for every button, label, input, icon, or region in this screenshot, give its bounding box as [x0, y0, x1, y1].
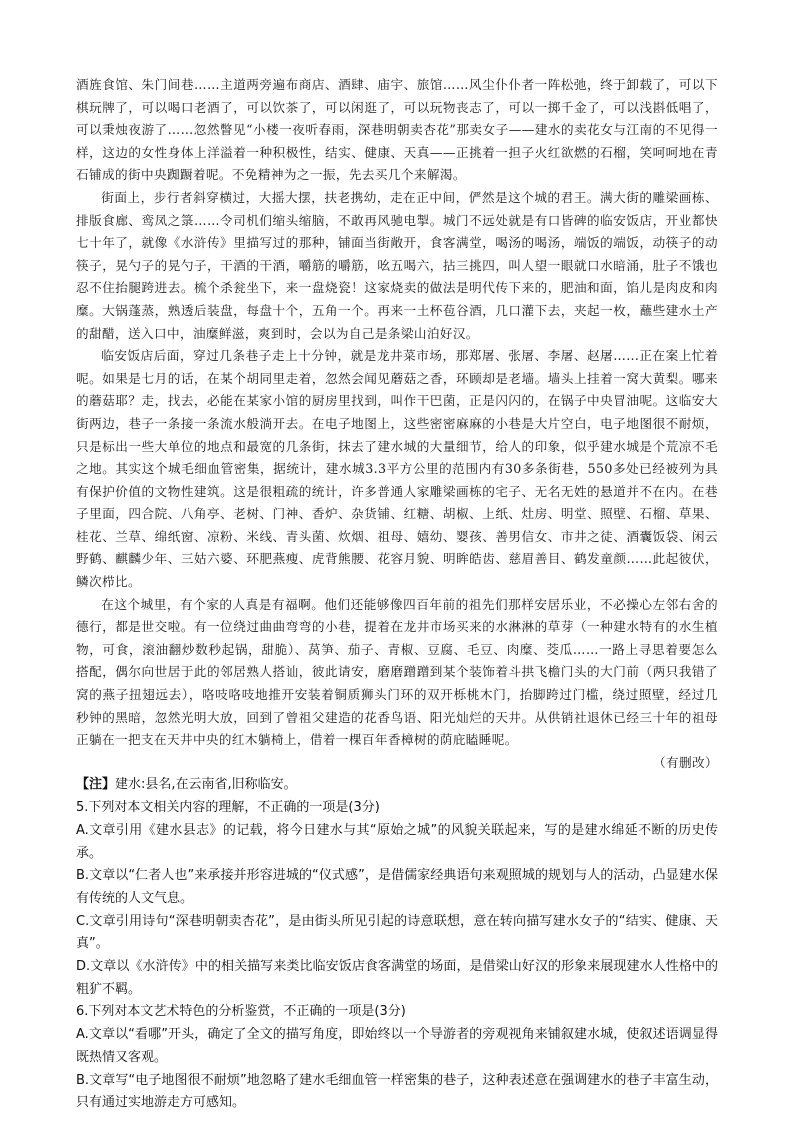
source-note: （有删改）	[653, 754, 718, 770]
question-5-option-d: D.文章以《水浒传》中的相关描写来类比临安饭店食客满堂的场面，是借梁山好汉的形象来展现建水人性格中的粗犷不羁。	[76, 959, 718, 997]
reading-passage	[76, 74, 718, 774]
annotation-text: 建水:县名,在云南省,旧称临安。	[115, 777, 297, 793]
question-6-option-b: B.文章写“电子地图很不耐烦”地忽略了建水毛细血管一样密集的巷子，这种表述意在强调建水的巷子丰富生动，只有通过实地游走方可感知。	[76, 1072, 718, 1111]
annotation	[76, 774, 718, 797]
passage-paragraph-4: 在这个城里，有个家的人真是有福啊。他们还能够像四百年前的祖先们那样安居乐业，不必操心左邻右舍的德行，都是世交啦。有一位绕过曲曲弯弯的小巷，提着在龙井市场买来的水淋淋的草芽（一种建水特有的水生植物，可食，滚油翻炒数秒起锅，甜脆）、莴笋、茄子、青椒、豆腐、毛豆、肉糜、茭瓜……一路上寻思着要怎么搭配，偶尔向世居于此的邻居熟人搭讪，彼此请安，磨磨蹭蹭到某个装饰着斗拱飞檐门头的大门前（两只我错了窝的燕子扭翅远去），咯吱咯吱地推开安装着铜质狮头门环的双开栎桃木门，抬脚跨过门槛，绕过照壁，经过几秒钟的黑暗，忽然光明大放，回到了曾祖父建造的花香鸟语、阳光灿烂的天井。从供销社退休已经三十年的祖母正躺在一把支在天井中央的红木躺椅上，借着一棵百年香樟树的荫庇瞌睡呢。	[76, 596, 718, 748]
passage-paragraph-2: 街面上，步行者斜穿横过，大摇大摆，扶老携幼，走在正中间，俨然是这个城的君王。满大街的雕梁画栋、排版食廊、鸾凤之箓……令司机们缩头缩脑，不敢再风驰电掣。城门不远处就是有口皆碑的临安饭店，开业都快七十年了，就像《水浒传》里描写过的那种，铺面当街敞开，食客满堂，喝汤的喝汤，端饭的端饭，动筷子的动筷子，晃勺子的晃勺子，干酒的干酒，嚼筋的嚼筋，吆五喝六，拈三挑四，叫人望一眼就口水暗涌，肚子不饿也忍不住抬腿跨进去。梳个杀瓮坐下，来一盘烧瓷！这家烧卖的做法是明代传下来的，肥油和面，馅儿是肉皮和肉糜。大锅蓬蒸，熟透后装盘，每盘十个，五角一个。再来一土杯苞谷酒，几口灌下去，夹起一枚，蘸些建水土产的甜醋，送入口中，油糜鲜滋，爽到时，会以为自己是条梁山泊好汉。	[76, 189, 718, 341]
question-section	[76, 774, 718, 1115]
question-5-option-c: C.文章引用诗句“深巷明朝卖杏花”，是由街头所见引起的诗意联想，意在转向描写建水女子的“结实、健康、天真”。	[76, 913, 718, 952]
passage-paragraph-1: 酒旌食馆、朱门间巷……主道两旁遍布商店、酒肆、庙宇、旅馆……风尘仆仆者一阵松弛，终于卸载了，可以下棋玩牌了，可以喝口老酒了，可以饮茶了，可以闲逛了，可以玩物丧志了，可以一掷千金了，可以浅斟低唱了，可以秉烛夜游了……忽然瞥见“小楼一夜听春雨，深巷明朝卖杏花”那卖女子——建水的卖花女与江南的不见得一样，这边的女性身体上洋溢着一种积极性，结实、健康、天真——正挑着一担子火红欲燃的石榴，笑呵呵地在青石铺成的街中央踟蹰着呢。不免精神为之一振，先去买几个来解渴。	[76, 77, 718, 183]
question-5-option-b: B.文章以“仁者人也”来承接并形容进城的“仪式感”，是借儒家经典语句来观照城的规划与人的活动，凸显建水保有传统的人文气息。	[76, 868, 718, 906]
annotation-mark: 【注】	[76, 777, 116, 793]
question-5-option-a: A.文章引用《建水县志》的记载，将今日建水与其“原始之城”的风貌关联起来，写的是建水绵延不断的历史传承。	[76, 822, 718, 861]
question-5-stem: 5.下列对本文相关内容的理解，不正确的一项是(3分)	[76, 800, 380, 816]
question-6-option-a: A.文章以“看哪”开头，确定了全文的描写角度，即始终以一个导游者的旁观视角来铺叙建水城，使叙述语调显得既热情又客观。	[76, 1027, 718, 1065]
question-6-stem: 6.下列对本文艺术特色的分析鉴赏，不正确的一项是(3分)	[76, 1004, 406, 1020]
passage-paragraph-3: 临安饭店后面，穿过几条巷子走上十分钟，就是龙井菜市场，那郑屠、张屠、李屠、赵屠……正在案上忙着呢。如果是七月的话，在某个胡同里走着，忽然会闻见蘑菇之香，环顾却是老墙。墙头上挂着一窝大黄梨。哪来的蘑菇耶？走，找去，必能在某家小馆的厨房里找到，叫作干巴菌，正是闪闪的，在锅子中央冒油呢。这临安大街两边，巷子一条接一条流水般淌开去。在电子地图上，这些密密麻麻的小巷是大片空白，电子地图很不耐烦，只是标出一些大单位的地点和最宽的几条街，抹去了建水城的大量细节，给人的印象，似乎建水城是个荒凉不毛之地。其实这个城毛细血管密集，据统计，建水城3.3平方公里的范围内有30多条街巷，550多处已经被列为具有保护价值的文物性建筑。这是很粗疏的统计，许多普通人家雕梁画栋的宅子、无名无姓的悬道并不在内。在巷子里面，四合院、八角亭、老树、门神、香炉、杂货铺、红糖、胡椒、上纸、灶房、明堂、照壁、石榴、草果、桂花、兰草、绵纸窗、凉粉、米线、青头菌、炊烟、祖母、嬉幼、婴孩、善男信女、市井之徒、酒囊饭袋、闲云野鹤、麒麟少年、三姑六婆、环肥燕瘦、虎背熊腰、花容月貌、明眸皓齿、慈眉善目、鹤发童颜……此起彼伏，鳞次栉比。	[76, 348, 718, 590]
